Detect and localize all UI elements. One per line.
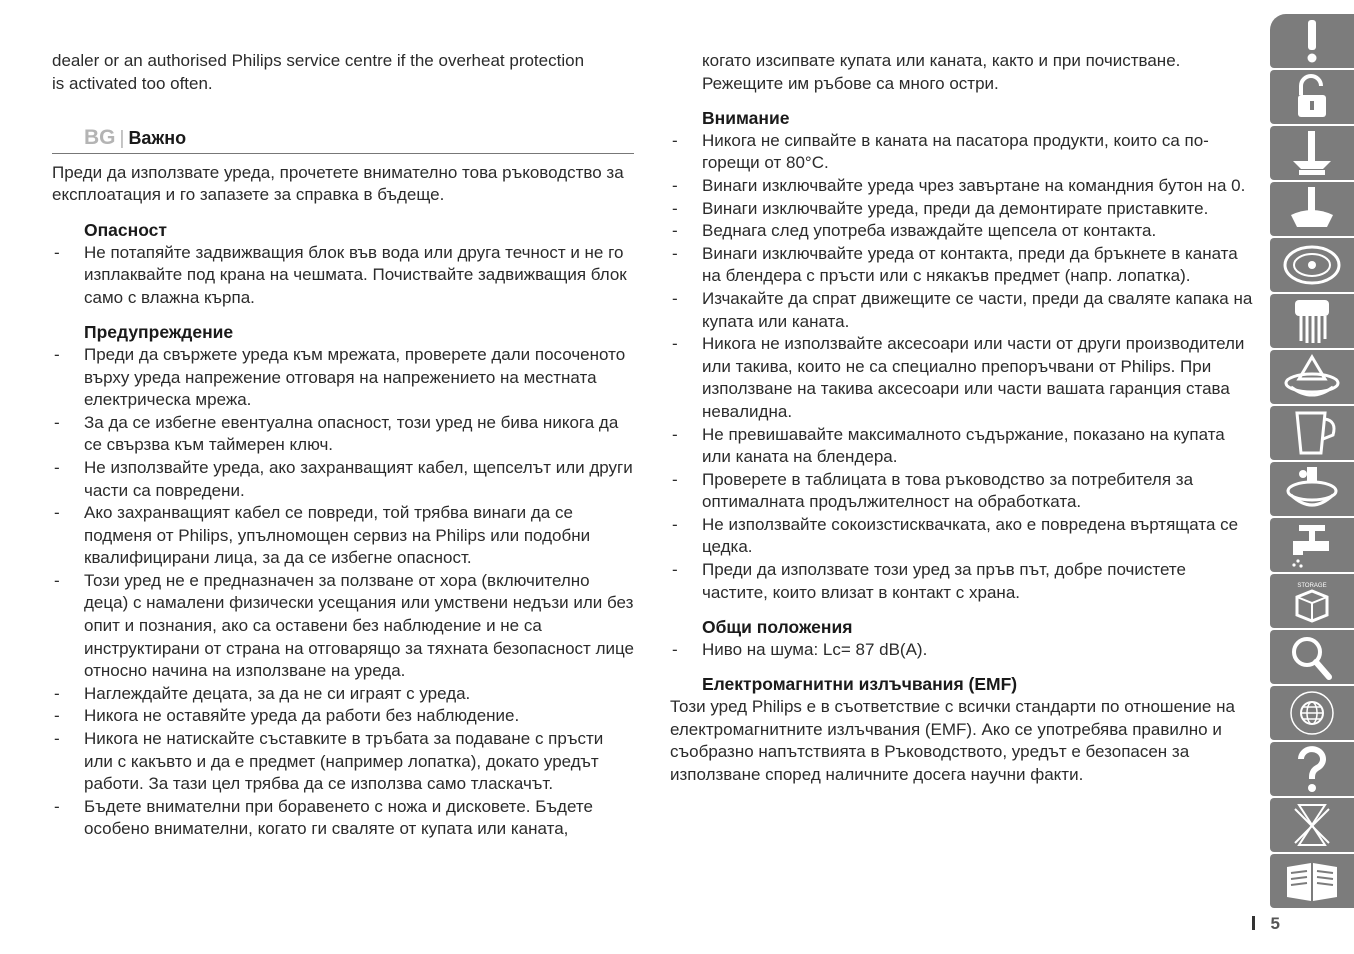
tab-faq[interactable] [1270,742,1354,796]
list-item: - Не превишавайте максималното съдържание, показано на купата или каната на блендера. [670,424,1255,469]
list-item: - Ако захранващият кабел се повреди, той трябва винаги да се подменя от Philips, упълномощен сервиз на Philips или подобни квалифицирани лица, за да се избегне опасност. [52,502,634,570]
list-item: - Винаги изключвайте уреда от контакта, преди да бръкнете в каната на блендера с пръсти или с някакъв предмет (напр. лопатка). [670,243,1255,288]
chapter-tab-strip [1270,14,1354,910]
carryover-line-2: is activated too often. [52,73,213,93]
list-item: - Проверете в таблицата в това ръководство за потребителя за оптималната продължителност на обработката. [670,469,1255,514]
citrus-press-icon [1281,353,1343,401]
list-item: - Веднага след употреба изваждайте щепсела от контакта. [670,220,1255,243]
caution-heading: Внимание [702,108,790,129]
general-list [670,639,1255,662]
list-item: - Винаги изключвайте уреда, преди да демонтирате приставките. [670,198,1255,221]
tab-storage[interactable] [1270,574,1354,628]
blender-jar-icon [1281,409,1343,457]
storage-label: STORAGE [1297,583,1327,589]
tab-guarantee[interactable] [1270,686,1354,740]
tab-disposal[interactable] [1270,798,1354,852]
tab-troubleshooting[interactable] [1270,630,1354,684]
list-item: - Не използвайте уреда, ако захранващият кабел, щепселът или други части са повредени. [52,457,634,502]
magnifier-icon [1281,633,1343,681]
juicer-icon [1281,465,1343,513]
emf-heading: Електромагнитни излъчвания (EMF) [702,674,1018,695]
list-item: - Ниво на шума: Lc= 87 dB(A). [670,639,1255,662]
globe-guarantee-icon [1281,689,1343,737]
page-marker [1252,916,1255,930]
list-item: - Никога не използвайте аксесоари или части от други производители или такива, които не са специално препоръчвани от Philips. При използване на такива аксесоари или части вашата гаранция става невалидна. [670,333,1255,423]
carryover-line-1: dealer or an authorised Philips service centre if the overheat protection [52,51,585,70]
list-item: - Бъдете внимателни при боравенето с ножа и дисковете. Бъдете особено внимателни, когато ги сваляте от купата или каната, [52,796,634,841]
tab-citrus[interactable] [1270,350,1354,404]
emf-paragraph: Този уред Philips е в съответствие с всички стандарти по отношение на електромагнитните излъчвания (EMF). Ако се употребява правилно и съобразно напътствията в Ръководството, уредът е безопасен за използване според наличните досега научни факти. [670,697,1235,784]
general-heading: Общи положения [702,617,853,638]
slicing-disc-icon [1281,241,1343,289]
list-item: - Никога не натискайте съставките в тръбата за подаване с пръсти или с какъвто и да е предмет (например лопатка), докато уредът работи. За тази цел трябва да се използва само тласкачът. [52,728,634,796]
section-title: Важно [128,128,187,149]
list-item: - Не потапяйте задвижващия блок във вода или друга течност и не го изплаквайте под крана на чешмата. Почиствайте задвижващия блок само с влажна кърпа. [52,242,634,310]
danger-heading: Опасност [84,219,167,240]
list-item: - Никога не оставяйте уреда да работи без наблюдение. [52,705,634,728]
tab-blade[interactable] [1270,126,1354,180]
list-item: - Преди да използвате този уред за пръв път, добре почистете частите, които влизат в контакт с храна. [670,559,1255,604]
list-item: - За да се избегне евентуална опасност, този уред не бива никога да се свързва към таймерен ключ. [52,412,634,457]
storage-box-icon [1281,577,1343,625]
page-number: 5 [1270,914,1280,933]
tab-juicer[interactable] [1270,462,1354,516]
tab-cleaning[interactable] [1270,518,1354,572]
tap-cleaning-icon [1281,521,1343,569]
tab-discs[interactable] [1270,238,1354,292]
list-item: - Този уред не е предназначен за ползване от хора (включително деца) с намалени физически усещания или умствени недъзи или без опит и познания, ако са оставени без наблюдение и не са инструктирани от страна на отговарящо за тяхната безопасност лице относно начина на използване на уреда. [52,570,634,683]
exclamation-icon [1281,17,1343,65]
whisk-icon [1281,297,1343,345]
header-separator: | [119,128,125,150]
tab-kneading[interactable] [1270,182,1354,236]
hourglass-icon [1281,801,1343,849]
question-mark-icon [1281,745,1343,793]
list-item: - Не използвайте сокоизстисквачката, ако е повредена въртящата се цедка. [670,514,1255,559]
tab-blender[interactable] [1270,406,1354,460]
tab-safety[interactable] [1270,14,1354,68]
manual-book-icon [1281,857,1343,905]
unlocked-padlock-icon [1281,73,1343,121]
kneading-tool-icon [1281,185,1343,233]
list-item: - Наглеждайте децата, за да не си играят с уреда. [52,683,634,706]
tab-manual[interactable] [1270,854,1354,908]
blade-icon [1281,129,1343,177]
right-column [670,50,1255,786]
section-header [52,127,634,154]
preface-paragraph: Преди да използвате уреда, прочетете внимателно това ръководство за експлоатация и го запазете за справка в бъдеще. [52,162,624,205]
left-column [52,50,634,841]
danger-list [52,242,634,310]
list-item: - Никога не сипвайте в каната на пасатора продукти, които са по-горещи от 80°C. [670,130,1255,175]
warning-heading: Предупреждение [84,322,234,343]
tab-assembly[interactable] [1270,70,1354,124]
continued-paragraph: когато изсипвате купата или каната, както и при почистване. Режещите им ръбове са много остри. [702,51,1181,93]
warning-list [52,344,634,841]
page-footer [1252,913,1280,936]
list-item: - Изчакайте да спрат движещите се части, преди да сваляте капака на купата или каната. [670,288,1255,333]
tab-whisk[interactable] [1270,294,1354,348]
caution-list [670,130,1255,604]
list-item: - Преди да свържете уреда към мрежата, проверете дали посоченото върху уреда напрежение отговаря на напрежението на местната електрическа мрежа. [52,344,634,412]
list-item: - Винаги изключвайте уреда чрез завъртане на командния бутон на 0. [670,175,1255,198]
language-code: BG [84,126,116,150]
